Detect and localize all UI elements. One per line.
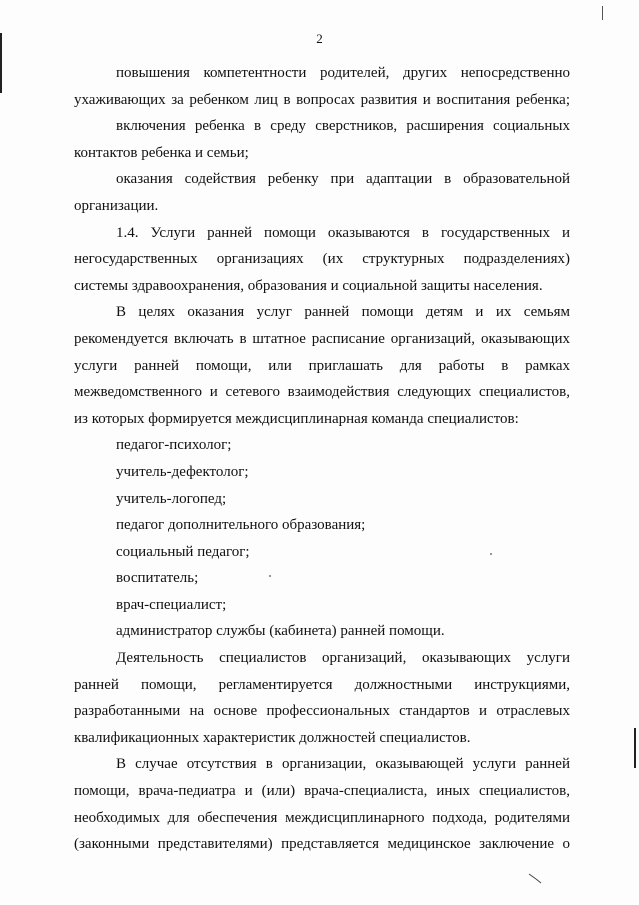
list-item: воспитатель; [116, 570, 199, 587]
text-line: ранней помощи, регламентируется должностными инструкциями, [74, 676, 570, 693]
text-line: включения ребенка в среду сверстников, расширения социальных [116, 118, 570, 135]
text-line: разработанными на основе профессиональных стандартов и отраслевых [74, 703, 570, 720]
text-line: услуги ранней помощи, или приглашать для работы в рамках [74, 357, 570, 374]
text-line: квалификационных характеристик должностей специалистов. [74, 729, 471, 746]
text-line: ухаживающих за ребенком лиц в вопросах развития и воспитания ребенка; [74, 91, 570, 108]
text-line: организации. [74, 197, 159, 214]
text-line: повышения компетентности родителей, других непосредственно [116, 65, 570, 81]
text-line: Деятельность специалистов организаций, оказывающих услуги [116, 650, 570, 667]
body-text [74, 60, 570, 858]
text-line: В целях оказания услуг ранней помощи детям и их семьям [116, 304, 570, 321]
text-line: оказания содействия ребенку при адаптации в образовательной [116, 171, 570, 188]
text-line: (законными представителями) представляется медицинское заключение о [74, 836, 570, 853]
text-line: из которых формируется междисциплинарная команда специалистов: [74, 410, 519, 427]
text-line: контактов ребенка и семьи; [74, 144, 249, 161]
list-item: учитель-дефектолог; [116, 463, 249, 480]
scan-edge-mark-right [634, 728, 636, 768]
text-line: рекомендуется включать в штатное расписание организаций, оказывающих [74, 330, 570, 347]
list-item: учитель-логопед; [116, 490, 227, 507]
list-item: педагог дополнительного образования; [116, 517, 366, 534]
list-item: администратор службы (кабинета) ранней помощи. [116, 623, 445, 640]
text-line: необходимых для обеспечения междисциплинарного подхода, родителями [74, 809, 570, 826]
scan-artifact-top-right [602, 6, 603, 20]
list-item: педагог-психолог; [116, 437, 232, 454]
text-line: помощи, врача-педиатра и (или) врача-специалиста, иных специалистов, [74, 783, 570, 800]
list-item: врач-специалист; [116, 596, 227, 613]
text-line: негосударственных организациях (их структурных подразделениях) [74, 251, 570, 268]
text-line: межведомственного и сетевого взаимодействия следующих специалистов, [74, 384, 570, 401]
text-line: системы здравоохранения, образования и социальной защиты населения. [74, 277, 543, 294]
text-line: 1.4. Услуги ранней помощи оказываются в государственных и [116, 224, 570, 241]
list-item: социальный педагог; [116, 543, 250, 560]
page-number: 2 [316, 31, 323, 46]
scan-artifact-bottom-right [528, 873, 542, 885]
text-line: В случае отсутствия в организации, оказывающей услуги ранней [116, 756, 570, 773]
